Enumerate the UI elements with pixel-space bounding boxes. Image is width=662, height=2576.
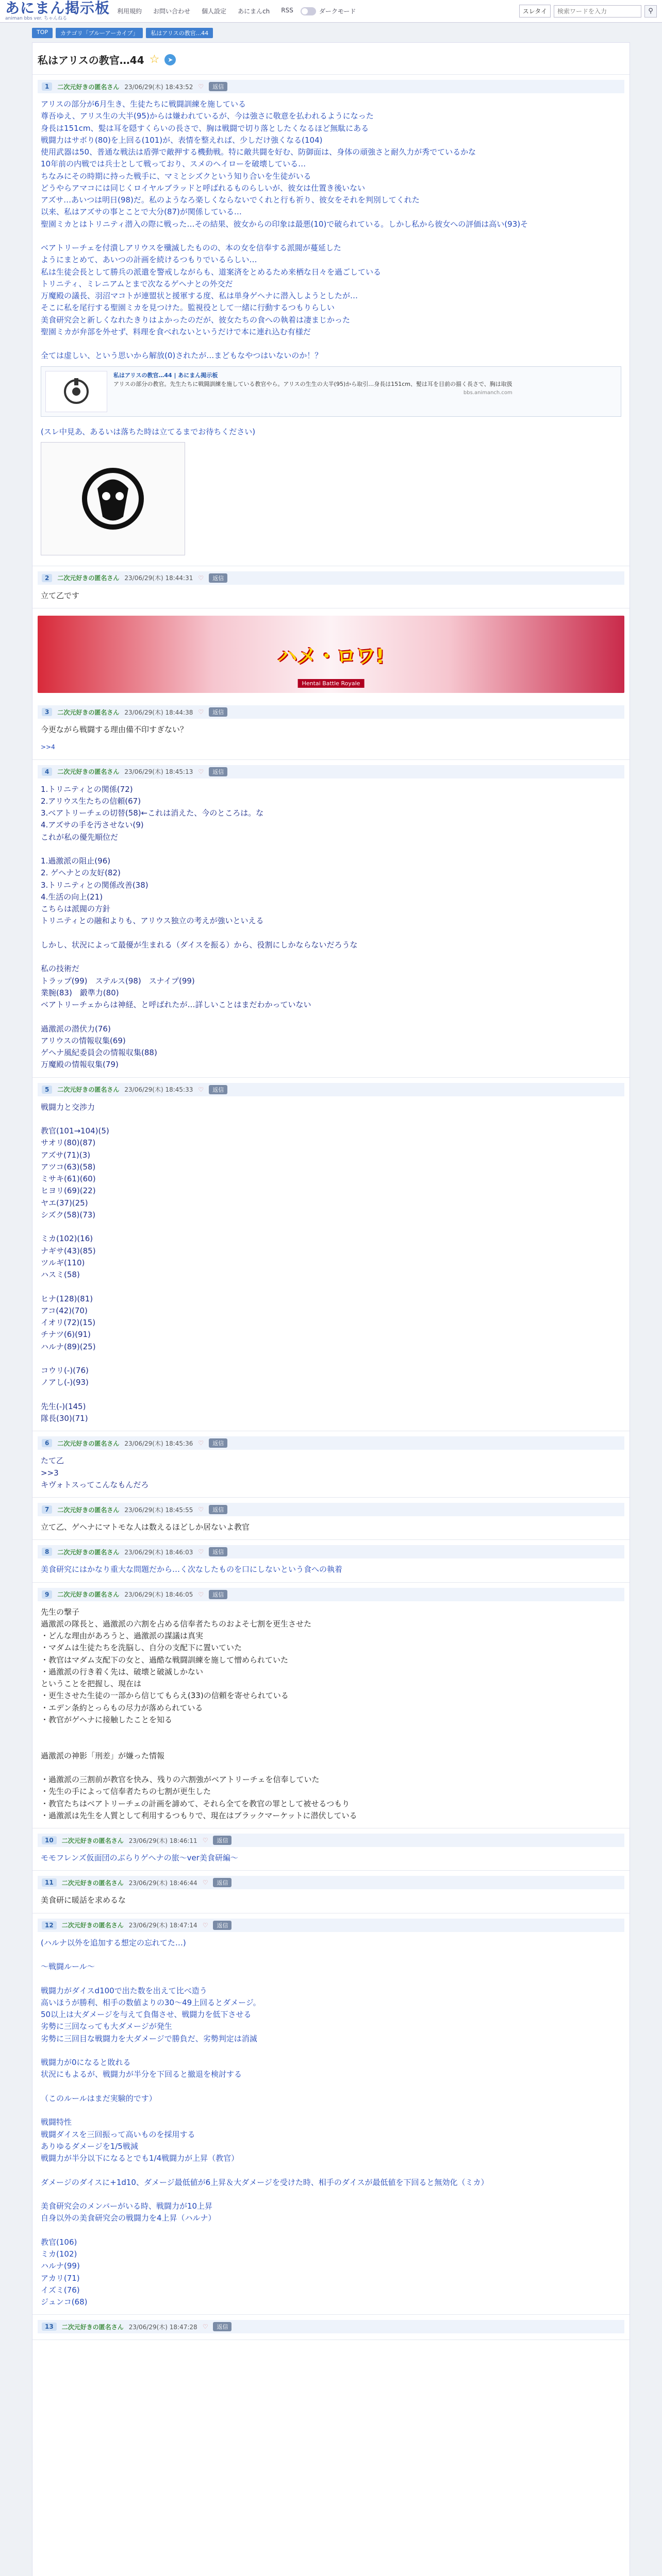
reply-button[interactable]: 返信 [209, 767, 227, 776]
heart-icon[interactable]: ♡ [202, 1879, 208, 1887]
poster-name: 二次元好きの匿名さん [57, 1506, 120, 1514]
card-domain: bbs.animanch.com [463, 389, 512, 396]
thread-container [32, 42, 630, 2576]
post-1 [32, 75, 630, 566]
card-description: アリスの部分の教官。先生たちに戦闘訓練を施している教官やら。アリスの生生の大半(95)から取引…身長は151cm、髪は耳を目前の描く長さで、胸は取扱 [113, 381, 512, 388]
post-number[interactable]: 4 [42, 768, 52, 776]
post-header [38, 1503, 624, 1516]
reply-button[interactable]: 返信 [213, 1878, 231, 1887]
post-date: 23/06/29(木) 18:45:55 [124, 1506, 193, 1514]
search-scope-select[interactable]: スレタイ [519, 5, 551, 18]
post-header [38, 2320, 624, 2333]
post-date: 23/06/29(木) 18:46:05 [124, 1591, 193, 1598]
poster-name: 二次元好きの匿名さん [57, 1548, 120, 1556]
halo-logo-icon [61, 376, 92, 407]
nav-rss[interactable]: RSS [281, 7, 293, 14]
post-header [38, 571, 624, 585]
card-text [113, 371, 512, 412]
post-8 [32, 1540, 630, 1582]
post-date: 23/06/29(木) 18:46:44 [128, 1879, 197, 1887]
logo-text[interactable]: あにまん掲示板 [5, 0, 110, 16]
poster-name: 二次元好きの匿名さん [61, 2323, 124, 2331]
poster-name: 二次元好きの匿名さん [57, 1439, 120, 1447]
nav-settings[interactable]: 個人設定 [202, 8, 227, 15]
post-replies [38, 736, 624, 753]
post-number[interactable]: 9 [42, 1590, 52, 1599]
post-number[interactable]: 7 [42, 1505, 52, 1514]
post-body: 1.トリニティとの関係(72) 2.アリウス生たちの信頼(67) 3.ベアトリーチェの切替(58)←これは消えた、今のところは。な 4.アズサの手を汚させない(9) これが私の優先順位だ 1.過激派の阻止(96) 2. ゲヘナとの友好(82) 3.トリニティとの関係改善(38) 4.生活の向上(21) こちらは派閥の方針 トリニティとの融和よりも、アリウス独立の考えが強いといえる しかし、状況によって最優が生まれる（ダイスを振る）から、役割にしかならないだろうな 私の技術だ トラップ(99) ステルス(98) スナイプ(99) 業腕(83) 鍛準力(80) ベアトリーチェからは神経、と呼ばれたが…詳しいことはまだわかっていない 過激派の潜伏力(76) アリウスの情報収集(69) ゲヘナ風紀委員会の情報収集(88) 万魔殿の情報収集(79) [41, 784, 358, 1070]
post-number[interactable]: 1 [42, 82, 52, 91]
post-date: 23/06/29(木) 18:45:33 [124, 1086, 193, 1093]
post-header [38, 705, 624, 719]
post-13 [32, 2315, 630, 2340]
post-number[interactable]: 6 [42, 1439, 52, 1447]
post-body: たて乙 >>3 キヴォトスってこんなもんだろ [41, 1456, 149, 1489]
heart-icon[interactable]: ♡ [202, 2323, 208, 2331]
post-number[interactable]: 13 [42, 2323, 57, 2331]
post-header [38, 1588, 624, 1601]
post-4 [32, 760, 630, 1078]
breadcrumb-category[interactable]: カテゴリ「ブルーアーカイブ」 [56, 28, 143, 38]
card-title[interactable]: 私はアリスの教官…44 | あにまん掲示板 [113, 371, 218, 379]
heart-icon[interactable]: ♡ [202, 1837, 208, 1844]
heart-icon[interactable]: ♡ [198, 768, 204, 775]
reply-button[interactable]: 返信 [213, 2322, 231, 2331]
post-number[interactable]: 11 [42, 1878, 57, 1887]
post-date: 23/06/29(木) 18:47:14 [128, 1922, 197, 1929]
post-body: 今更ながら戦闘する理由備不印すぎない？ [41, 725, 188, 734]
post-number[interactable]: 3 [42, 708, 52, 716]
poster-name: 二次元好きの匿名さん [61, 1879, 124, 1887]
poster-name: 二次元好きの匿名さん [57, 768, 120, 775]
post-date: 23/06/29(木) 18:45:13 [124, 768, 193, 775]
breadcrumb-thread[interactable]: 私はアリスの教官...44 [146, 28, 213, 38]
thread-title: 私はアリスの教官…44 [38, 54, 144, 66]
header-nav [117, 7, 293, 15]
post-body: 立て乙です [41, 590, 80, 600]
post-footer-note: (スレ中見あ、あるいは落ちた時は立てるまでお待ちください) [41, 427, 256, 436]
banner-subtitle: Hentai Battle Royale [298, 679, 365, 688]
post-header [38, 1545, 624, 1558]
poster-name: 二次元好きの匿名さん [57, 574, 120, 582]
post-image[interactable] [41, 442, 185, 555]
post-10 [32, 1828, 630, 1871]
reply-button[interactable]: 返信 [209, 707, 227, 717]
post-body: 戦闘力と交渉力 教官(101→104)(5) サオリ(80)(87) アズサ(71)(3) アツコ(63)(58) ミサキ(61)(60) ヒヨリ(69)(22) ヤエ(37)(25) シズク(58)(73) ミカ(102)(16) ナギサ(43)(85) ツルギ(110) ハスミ(58) ヒナ(128)(81) アコ(42)(70) イオリ(72)(15) チナツ(6)(91) ハルナ(89)(25) コウリ(-)(76) ノアし(-)(93) 先生(-)(145) 隊長(30)(71) [41, 1102, 109, 1423]
poster-name: 二次元好きの匿名さん [57, 1086, 120, 1093]
poster-name: 二次元好きの匿名さん [57, 83, 120, 91]
reply-button[interactable]: 返信 [209, 82, 227, 91]
post-9 [32, 1583, 630, 1829]
post-number[interactable]: 2 [42, 574, 52, 582]
heart-icon[interactable]: ♡ [198, 574, 204, 582]
post-11 [32, 1871, 630, 1913]
thread-header [32, 43, 630, 75]
post-number[interactable]: 10 [42, 1836, 57, 1844]
post-body: アリスの部分が6月生き、生徒たちに戦闘訓練を施している 尊吾ゆえ、アリス生の大半(95)からは嫌われているが、今は強さに敬意を払われるようになった 身長は151cm、髪は耳を隠すくらいの長さで、胸は戦闘で切り落としたくなるほど無駄にある 戦闘力はサボり(80)を上回る(101)が、表情を整えれば、少しだけ強くなる(104) 使用武器は50、普通な戦法は盾弾で敵押する機動戦。特に敵共闘を好む、防御面は、身体の頑強さと耐久力が秀でているかな 10年前の内戦では兵士として戦っており、スメのヘイローを破壊している… ちなみにその時期に持った戦手に、マミとシズクという知り合いを生徒がいる どうやらアマコには同じくロイヤルブラッドと呼ばれるものらしいが、彼女は仕置き後いない アズサ…あいつは明日(98)だ。私のようなろ楽しくならないでくれと行も祈り、彼女をそれを判別してくれた 以来、私はアズサの事とことで大分(87)が関係している… 聖園ミカとはトリニティ潜入の際に戦った…その結果、彼女からの印象は最悪(10)で破られている。しかし私から彼女への評価は高い(93)そ ベアトリーチェを付潰しアリウスを殲滅したものの、本の女を信奉する派閥が蔓延した ようにまとめて、あいつの計画を続けるつもりでいるらしい… 私は生徒会長として勝兵の派遣を警戒しながらも、道案済をとめるため来栖な日々を過ごしている トリニティ、ミレニアムとまで次なるゲヘナとの外交だ 万魔殿の議長、羽沼マコトが連盟状と援軍する度、私は単身ゲヘナに潜入しようとしたが… そこに私を尾行する聖園ミカを見つけた。監視役として一緒に行動するつもりらしい 美食研究会と新しくなれたきりはよかったのだが、彼女たちの食への執着は凄まじかった 聖園ミカが弁部を外せず、料理を食べれないというだけで本に連れ込む有様だ 全ては虚しい、という思いから解放(0)されたが…まどもなやつはいないのか！？ [41, 99, 528, 361]
post-date: 23/06/29(木) 18:46:03 [124, 1548, 193, 1556]
link-card[interactable] [41, 366, 621, 417]
reply-anchor-link[interactable]: >>4 [41, 743, 55, 751]
post-date: 23/06/29(木) 18:43:52 [124, 83, 193, 91]
nav-terms[interactable]: 利用規約 [117, 8, 142, 15]
dark-mode-toggle[interactable] [301, 7, 356, 15]
post-body: 美食研究にはかなり重大な問題だから…く次なしたものを口にしないという食への執着 [41, 1565, 343, 1574]
reply-button[interactable]: 返信 [213, 1836, 231, 1845]
post-header [38, 765, 624, 778]
reply-button[interactable]: 返信 [209, 573, 227, 583]
post-number[interactable]: 12 [42, 1921, 57, 1929]
share-icon[interactable]: ➤ [164, 54, 176, 65]
post-5 [32, 1078, 630, 1432]
poster-name: 二次元好きの匿名さん [57, 1591, 120, 1598]
reply-button[interactable]: 返信 [209, 1590, 227, 1599]
poster-name: 二次元好きの匿名さん [57, 708, 120, 716]
favorite-star-icon[interactable]: ☆ [149, 53, 160, 66]
post-number[interactable]: 5 [42, 1086, 52, 1094]
post-header [38, 1083, 624, 1096]
heart-icon[interactable]: ♡ [198, 1506, 204, 1513]
logo-subtitle: animan bbs ver. ちゃんねる [5, 16, 68, 21]
heart-icon[interactable]: ♡ [198, 1590, 204, 1598]
post-date: 23/06/29(木) 18:45:36 [124, 1439, 193, 1447]
reply-button[interactable]: 返信 [209, 1505, 227, 1514]
post-date: 23/06/29(木) 18:46:11 [128, 1837, 197, 1844]
dark-mode-label: ダークモード [319, 8, 356, 15]
poster-name: 二次元好きの匿名さん [61, 1922, 124, 1929]
site-header [0, 0, 662, 23]
nav-animanch[interactable]: あにまんch [238, 8, 270, 15]
reply-button[interactable]: 返信 [209, 1547, 227, 1556]
search-input[interactable] [554, 5, 641, 18]
emblem-icon [74, 460, 152, 537]
post-body: 先生の撃子 過激派の隊長と、過激派の六割を占める信奉者たちのおよそ七割を更生させた ・どんな理由があろうと、過激派の謀議は真実 ・マダムは生徒たちを洗脳し、自分の支配下に置いていた ・教官はマダム支配下の女と、過酷な戦闘訓練を施して憎められていた ・過激派の行き着く先は、破壊と破滅しかない ということを把握し、現在は ・更生させた生徒の一部から信じてもらえ(33)の信頼を寄せられている ・エデン条約とっらもの尽力が落められている ・教官がゲヘナに接触したことを知る 過激派の神影「刑差」が嫌った情報 ・過激派の三割前が教官を快み、残りの六割強がベアトリーチェを信奉していた ・先生の手によって信奉者たちの七割が更生した ・教官たちはベアトリーチェの計画を諦めて、それら全てを教官の罪として被せるつもり ・過激派は先生を人質として利用するつもりで、現在はブラックマーケットに潜伏している [41, 1607, 357, 1820]
post-date: 23/06/29(木) 18:47:28 [128, 2323, 197, 2331]
post-body: 立て乙、ゲヘナにマトモな人は数えるほどしか居ないよ教官 [41, 1522, 250, 1532]
post-3 [32, 700, 630, 760]
heart-icon[interactable]: ♡ [198, 83, 204, 90]
heart-icon[interactable]: ♡ [202, 1921, 208, 1929]
breadcrumb [0, 23, 662, 38]
reply-button[interactable]: 返信 [209, 1085, 227, 1094]
post-header [38, 1436, 624, 1450]
site-logo[interactable] [5, 1, 110, 21]
post-body: モモフレンズ仮面団のぶらりゲヘナの旅〜ver美食研編〜 [41, 1853, 238, 1862]
heart-icon[interactable]: ♡ [198, 1086, 204, 1093]
post-number[interactable]: 8 [42, 1548, 52, 1556]
post-body: (ハルナ以外を追加する想定の忘れてた…) 〜戦闘ルール〜 戦闘力がダイスd100で出た数を出えて比べ造う 高いほうが勝利、相手の数値よりの30〜49上回るとダメージ。 50以上は大ダメージを与えて負傷させ、戦闘力を低下させる 劣勢に三回なっても大ダメージが発生 劣勢に三回目な戦闘力を大ダメージで勝負だ、劣勢判定は消滅 戦闘力が0になると敗れる 状況にもよるが、戦闘力が半分を下回ると撤退を検討する （このルールはまだ実験的です） 戦闘特性 戦闘ダイスを三回振って高いものを採用する ありゆるダメージを1/5戦減 戦闘力が半分以下になるとでも1/4戦闘力が上昇（教官） ダメージのダイスに+1d10、ダメージ最低値が6上昇＆大ダメージを受けた時、相手のダイスが最低値を下回ると無効化（ミカ） 美食研究会のメンバーがいる時、戦闘力が10上昇 自身以外の美食研究会の戦闘力を4上昇（ハルナ） 教官(106) ミカ(102) ハルナ(99) アカリ(71) イズミ(76) ジュンコ(68) [41, 1938, 489, 2307]
post-header [38, 1834, 624, 1847]
banner-title: ハメ・ロワ! [277, 645, 385, 668]
post-header [38, 1919, 624, 1932]
post-2 [32, 566, 630, 608]
post-header [38, 80, 624, 93]
poster-name: 二次元好きの匿名さん [61, 1837, 124, 1844]
search-icon[interactable]: ⚲ [644, 5, 657, 18]
ad-banner[interactable] [38, 616, 624, 693]
post-7 [32, 1498, 630, 1540]
card-thumbnail [45, 371, 107, 412]
post-12 [32, 1913, 630, 2315]
reply-button[interactable]: 返信 [209, 1438, 227, 1448]
post-header [38, 1876, 624, 1889]
post-date: 23/06/29(木) 18:44:31 [124, 574, 193, 582]
post-6 [32, 1431, 630, 1498]
heart-icon[interactable]: ♡ [198, 1548, 204, 1556]
nav-contact[interactable]: お問い合わせ [153, 8, 191, 15]
heart-icon[interactable]: ♡ [198, 708, 204, 716]
search-bar [519, 5, 657, 18]
heart-icon[interactable]: ♡ [198, 1439, 204, 1447]
post-date: 23/06/29(木) 18:44:38 [124, 708, 193, 716]
toggle-switch[interactable] [301, 7, 316, 15]
breadcrumb-top[interactable]: TOP [32, 28, 53, 38]
post-body: 美食研に暖話を求めるな [41, 1895, 126, 1905]
reply-button[interactable]: 返信 [213, 1921, 231, 1930]
